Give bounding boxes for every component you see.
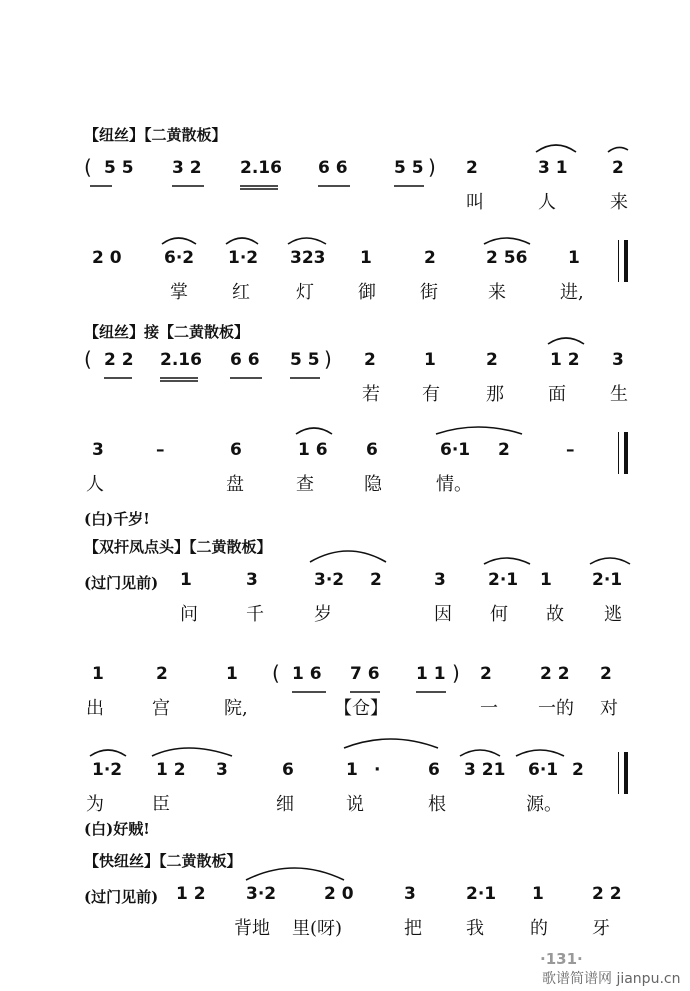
note: 2·1 bbox=[488, 570, 519, 590]
lyric: 岁 bbox=[314, 604, 332, 625]
slur bbox=[484, 238, 530, 244]
note: 3 bbox=[92, 440, 104, 460]
note: 1 2 bbox=[550, 350, 580, 370]
note: 1 bbox=[568, 248, 580, 268]
note: 2 bbox=[600, 664, 612, 684]
lyric: 叫 bbox=[466, 192, 484, 213]
dialogue-line: (白)好贼! bbox=[84, 820, 150, 838]
note: 2 bbox=[612, 158, 624, 178]
note: 3 2 bbox=[172, 158, 202, 178]
lyric: 来 bbox=[610, 192, 628, 213]
note: 2 2 bbox=[540, 664, 570, 684]
note: 323 bbox=[290, 248, 326, 268]
lyric: 里(呀) bbox=[292, 918, 343, 939]
slur bbox=[608, 147, 628, 152]
slur bbox=[288, 238, 326, 244]
note: 2 bbox=[364, 350, 376, 370]
lyric: 红 bbox=[232, 282, 250, 303]
barline bbox=[624, 240, 628, 282]
lyric: 牙 bbox=[592, 918, 610, 939]
music-line-8 bbox=[0, 884, 690, 954]
note: 2.16 bbox=[160, 350, 202, 370]
barline bbox=[618, 240, 619, 282]
note: 5 5 bbox=[104, 158, 134, 178]
note: 1·2 bbox=[228, 248, 259, 268]
section-header-3: 【双扞凤点头】【二黄散板】 bbox=[84, 538, 272, 556]
note: 7 6 bbox=[350, 664, 380, 684]
note: 2 bbox=[156, 664, 168, 684]
note: 1 bbox=[360, 248, 372, 268]
note: 6 bbox=[428, 760, 440, 780]
slur bbox=[516, 750, 564, 756]
note: 2.16 bbox=[240, 158, 282, 178]
lyric: 我 bbox=[466, 918, 484, 939]
note: 2·1 bbox=[466, 884, 497, 904]
lyric: 一的 bbox=[538, 698, 574, 719]
page-number: ·131· bbox=[540, 950, 583, 968]
lyric: 千 bbox=[246, 604, 264, 625]
lyric: 出 bbox=[86, 698, 104, 719]
note: · bbox=[374, 760, 381, 780]
slur bbox=[296, 428, 332, 434]
open-paren: ( bbox=[84, 347, 92, 371]
lyric: 因 bbox=[434, 604, 452, 625]
watermark: 歌谱简谱网 jianpu.cn bbox=[542, 971, 681, 987]
note: 6 bbox=[366, 440, 378, 460]
note: 1 1 bbox=[416, 664, 446, 684]
lyric: 问 bbox=[180, 604, 198, 625]
note: 1 bbox=[92, 664, 104, 684]
close-paren: ) bbox=[452, 661, 460, 685]
note: 6·2 bbox=[164, 248, 195, 268]
note: 2·1 bbox=[592, 570, 623, 590]
note: 6 bbox=[282, 760, 294, 780]
note: 2 bbox=[480, 664, 492, 684]
lyric: 宫 bbox=[152, 698, 170, 719]
slur bbox=[548, 338, 584, 344]
close-paren: ) bbox=[324, 347, 332, 371]
lyric: 若 bbox=[362, 384, 380, 405]
note: 1 bbox=[532, 884, 544, 904]
note: 2 0 bbox=[92, 248, 122, 268]
music-line-3 bbox=[0, 347, 690, 420]
music-line-6 bbox=[0, 661, 690, 734]
note: 1 bbox=[424, 350, 436, 370]
lyric: 院, bbox=[224, 698, 248, 719]
note: 3 bbox=[216, 760, 228, 780]
music-line-2 bbox=[0, 248, 690, 318]
lyric: 灯 bbox=[296, 282, 314, 303]
section-header-1: 【纽丝】【二黄散板】 bbox=[84, 126, 227, 144]
music-line-1 bbox=[0, 155, 690, 228]
note: 1 bbox=[346, 760, 358, 780]
slur bbox=[436, 427, 522, 434]
lyric: 对 bbox=[600, 698, 618, 719]
section-header-4: 【快纽丝】【二黄散板】 bbox=[84, 852, 242, 870]
slur bbox=[90, 750, 126, 756]
note: 6 6 bbox=[230, 350, 260, 370]
slur bbox=[460, 750, 500, 756]
note: 2 0 bbox=[324, 884, 354, 904]
note: – bbox=[566, 440, 575, 460]
note: 1·2 bbox=[92, 760, 123, 780]
open-paren: ( bbox=[272, 661, 280, 685]
close-paren: ) bbox=[428, 155, 436, 179]
lyric: 说 bbox=[346, 794, 364, 815]
lyric: 的 bbox=[530, 918, 548, 939]
slur bbox=[536, 145, 576, 152]
note: 2 bbox=[370, 570, 382, 590]
note: 2 bbox=[424, 248, 436, 268]
note: 3·2 bbox=[246, 884, 277, 904]
slur bbox=[162, 238, 196, 244]
note: 2 bbox=[466, 158, 478, 178]
open-paren: ( bbox=[84, 155, 92, 179]
note: 3·2 bbox=[314, 570, 345, 590]
lyric: 为 bbox=[86, 794, 104, 815]
lyric: 生 bbox=[610, 384, 628, 405]
slur bbox=[152, 748, 232, 756]
lyric: 情。 bbox=[436, 474, 472, 495]
barline bbox=[624, 752, 628, 794]
note: 5 5 bbox=[394, 158, 424, 178]
note: 2 2 bbox=[104, 350, 134, 370]
slur bbox=[246, 868, 344, 880]
note: 1 6 bbox=[292, 664, 322, 684]
lyric: 御 bbox=[358, 282, 376, 303]
lyric: 掌 bbox=[170, 282, 188, 303]
lyric: 把 bbox=[404, 918, 422, 939]
barline bbox=[618, 752, 619, 794]
music-line-5 bbox=[0, 570, 690, 640]
lyric: 背地 bbox=[234, 918, 270, 939]
dialogue-line: (白)千岁! bbox=[84, 510, 150, 528]
lyric: 查 bbox=[296, 474, 314, 495]
note: 2 bbox=[572, 760, 584, 780]
lyric: 街 bbox=[420, 282, 438, 303]
lyric: 逃 bbox=[604, 604, 622, 625]
lyric: 隐 bbox=[364, 474, 382, 495]
lyric: 细 bbox=[276, 794, 294, 815]
lyric: 【仓】 bbox=[334, 698, 388, 719]
note: 3 bbox=[246, 570, 258, 590]
note: 3 bbox=[434, 570, 446, 590]
lyric: 源。 bbox=[526, 794, 562, 815]
note: 1 bbox=[180, 570, 192, 590]
note: 3 bbox=[404, 884, 416, 904]
note: – bbox=[156, 440, 165, 460]
interlude-prefix: (过门见前) bbox=[84, 888, 159, 906]
lyric: 进, bbox=[560, 282, 584, 303]
lyric: 故 bbox=[546, 604, 564, 625]
note: 6·1 bbox=[528, 760, 559, 780]
note: 1 2 bbox=[156, 760, 186, 780]
slur bbox=[484, 558, 530, 564]
lyric: 人 bbox=[86, 474, 104, 495]
note: 3 bbox=[612, 350, 624, 370]
slur bbox=[226, 238, 258, 244]
slur bbox=[310, 551, 386, 562]
note: 5 5 bbox=[290, 350, 320, 370]
note: 3 1 bbox=[538, 158, 568, 178]
barline bbox=[618, 432, 619, 474]
lyric: 人 bbox=[538, 192, 556, 213]
lyric: 面 bbox=[548, 384, 566, 405]
lyric: 何 bbox=[490, 604, 508, 625]
lyric: 根 bbox=[428, 794, 446, 815]
note: 3 21 bbox=[464, 760, 506, 780]
note: 2 2 bbox=[592, 884, 622, 904]
note: 1 bbox=[540, 570, 552, 590]
note: 2 bbox=[486, 350, 498, 370]
lyric: 一 bbox=[480, 698, 498, 719]
note: 6·1 bbox=[440, 440, 471, 460]
note: 1 2 bbox=[176, 884, 206, 904]
section-header-2: 【纽丝】接【二黄散板】 bbox=[84, 323, 250, 341]
music-line-4 bbox=[0, 440, 690, 510]
slur bbox=[590, 558, 630, 564]
lyric: 来 bbox=[488, 282, 506, 303]
note: 1 bbox=[226, 664, 238, 684]
note: 6 bbox=[230, 440, 242, 460]
note: 2 56 bbox=[486, 248, 528, 268]
lyric: 盘 bbox=[226, 474, 244, 495]
lyric: 臣 bbox=[152, 794, 170, 815]
barline bbox=[624, 432, 628, 474]
note: 2 bbox=[498, 440, 510, 460]
lyric: 有 bbox=[422, 384, 440, 405]
note: 6 6 bbox=[318, 158, 348, 178]
note: 1 6 bbox=[298, 440, 328, 460]
slur bbox=[344, 739, 438, 748]
lyric: 那 bbox=[486, 384, 504, 405]
interlude-prefix: (过门见前) bbox=[84, 574, 159, 592]
